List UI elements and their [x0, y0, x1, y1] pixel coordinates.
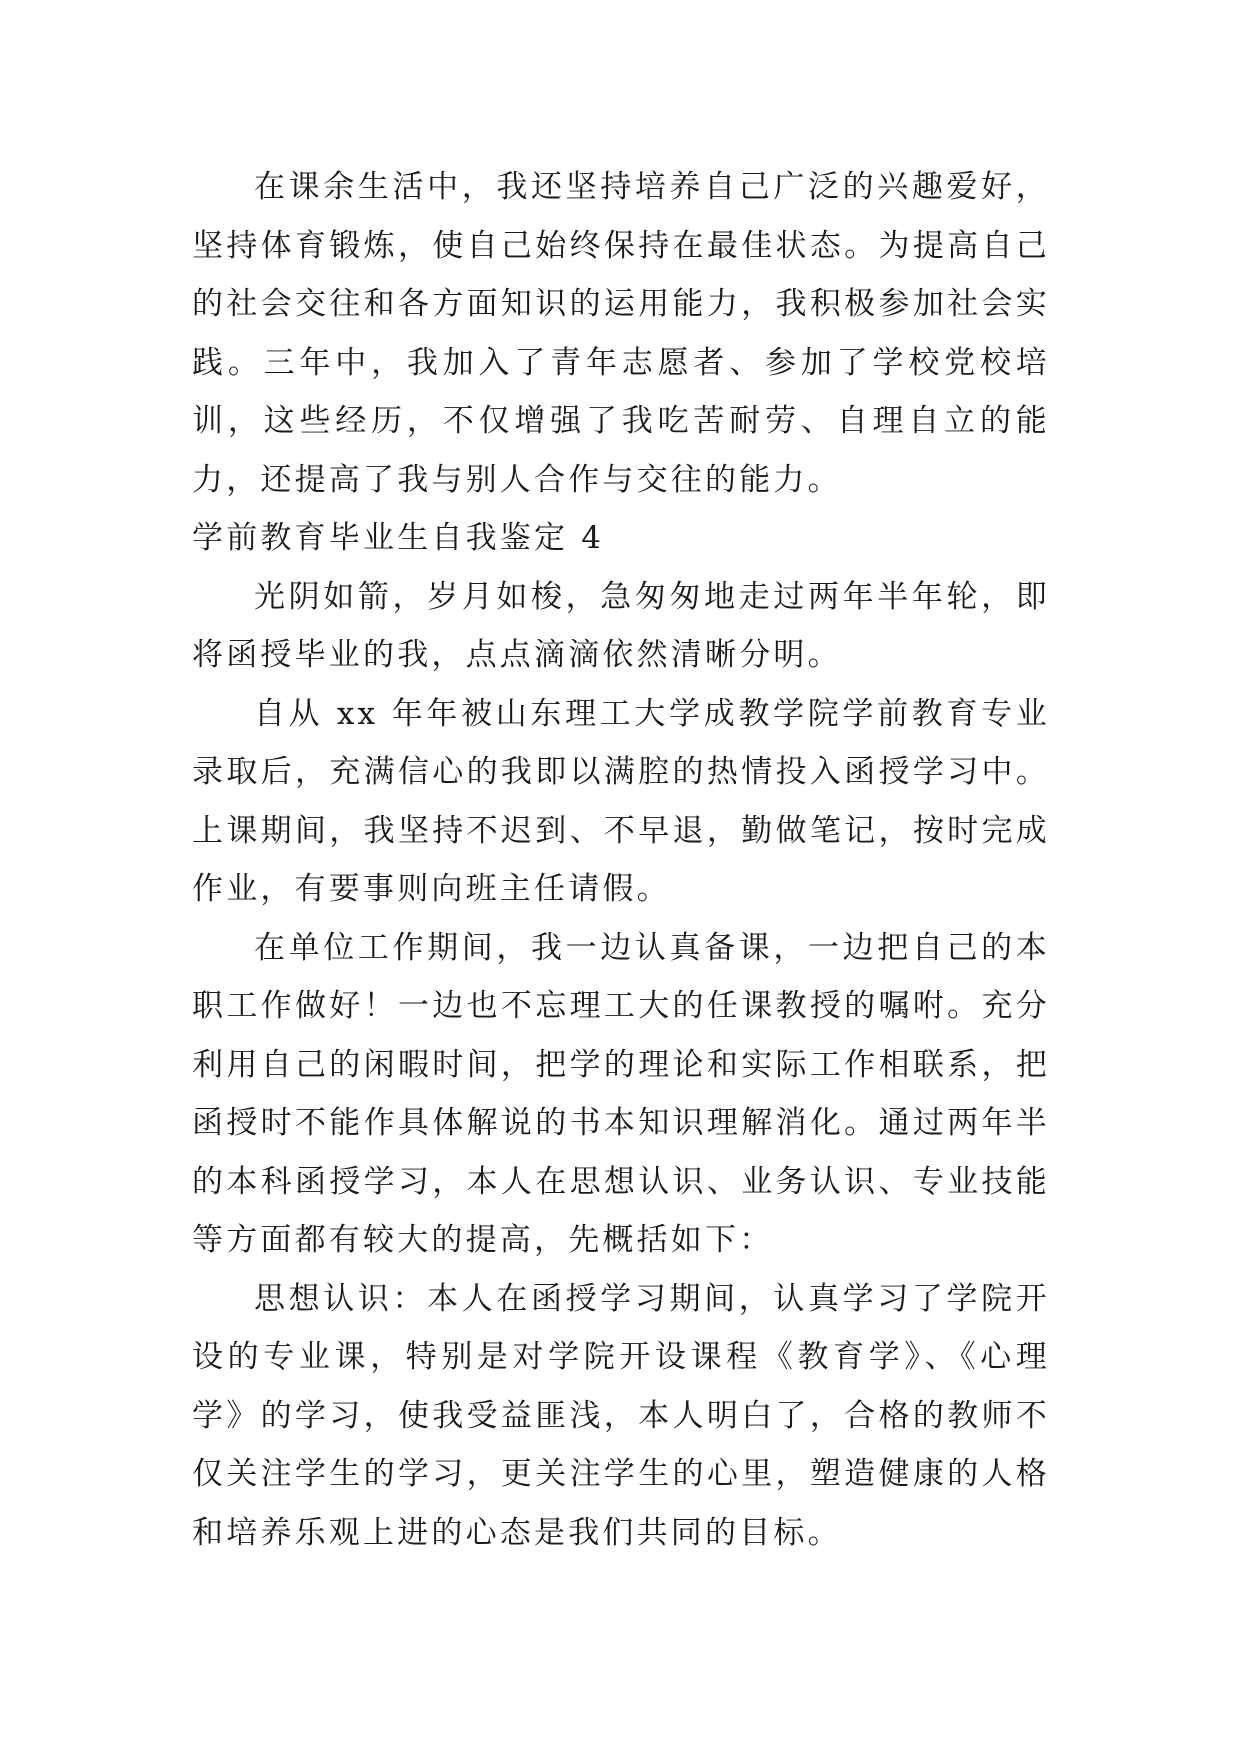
paragraph-thought: 思想认识：本人在函授学习期间，认真学习了学院开设的专业课，特别是对学院开设课程《教育学》、《心理学》的学习，使我受益匪浅，本人明白了，合格的教师不仅关注学生的学习，更关注学生的心里，塑造健康的人格和培养乐观上进的心态是我们共同的目标。 — [192, 1280, 1050, 1551]
paragraph-work: 在单位工作期间，我一边认真备课，一边把自己的本职工作做好！一边也不忘理工大的任课教授的嘱咐。充分利用自己的闲暇时间，把学的理论和实际工作相联系，把函授时不能作具体解说的书本知识理解消化。通过两年半的本科函授学习，本人在思想认识、业务认识、专业技能等方面都有较大的提高，先概括如下： — [192, 929, 1050, 1258]
paragraph-intro: 光阴如箭，岁月如梭，急匆匆地走过两年半年轮，即将函授毕业的我，点点滴滴依然清晰分明。 — [192, 578, 1050, 673]
paragraph-hobbies: 在课余生活中，我还坚持培养自己广泛的兴趣爱好，坚持体育锻炼，使自己始终保持在最佳状态。为提高自己的社会交往和各方面知识的运用能力，我积极参加社会实践。三年中，我加入了青年志愿者、参加了学校党校培训，这些经历，不仅增强了我吃苦耐劳、自理自立的能力，还提高了我与别人合作与交往的能力。 — [192, 169, 1050, 498]
section-title: 学前教育毕业生自我鉴定 4 — [192, 520, 605, 556]
paragraph-enrollment: 自从 xx 年年被山东理工大学成教学院学前教育专业录取后，充满信心的我即以满腔的热情投入函授学习中。上课期间，我坚持不迟到、不早退，勤做笔记，按时完成作业，有要事则向班主任请假。 — [192, 695, 1050, 907]
document-body — [192, 158, 1050, 1562]
